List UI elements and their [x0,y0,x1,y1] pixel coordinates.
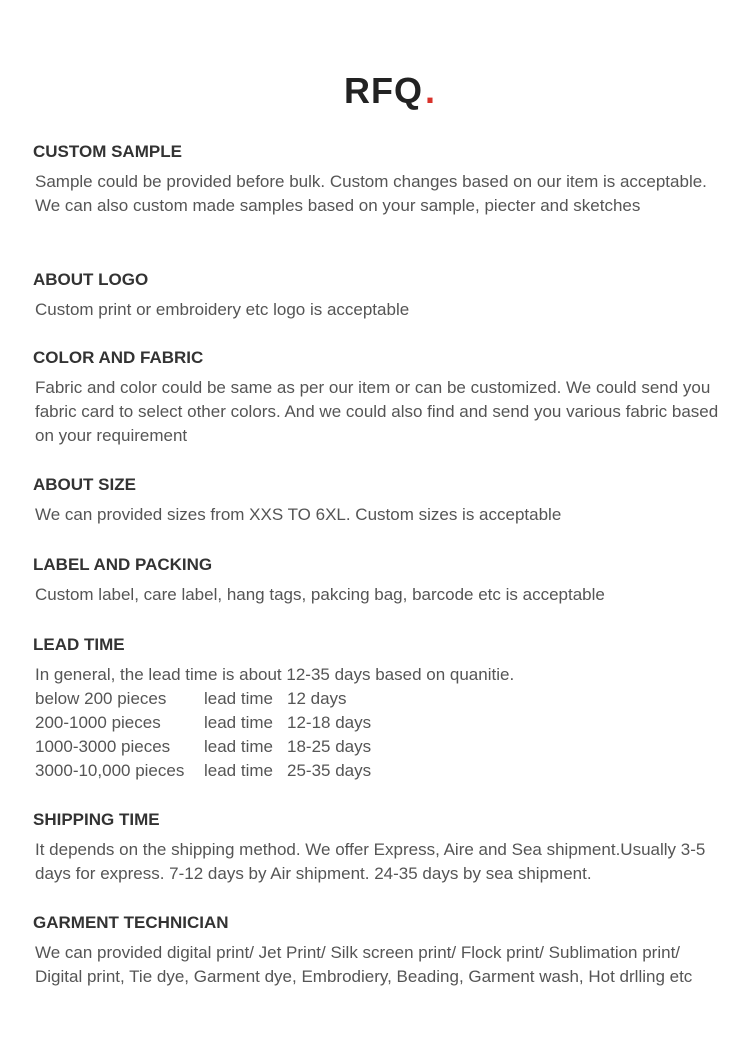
days-cell: 12 days [287,689,347,708]
section-about-logo [33,270,723,322]
section-body: We can provided digital print/ Jet Print/ Silk screen print/ Flock print/ Sublimation print/ Digital print, Tie dye, Garment dye, Embrodiery, Beading, Garment wash, Hot drlling etc [35,943,693,986]
section-heading: ABOUT LOGO [33,270,149,289]
table-row [35,735,371,759]
section-body: Sample could be provided before bulk. Custom changes based on our item is acceptable. We can also custom made samples based on your sample, piecter and sketches [35,172,707,215]
section-body: Fabric and color could be same as per our item or can be customized. We could send you fabric card to select other colors. And we could also find and send you various fabric based on your requirement [35,378,719,445]
table-row [35,687,371,711]
section-heading: LEAD TIME [33,635,125,654]
quantity-cell: below 200 pieces [35,689,167,708]
table-row [35,711,371,735]
section-body: It depends on the shipping method. We offer Express, Aire and Sea shipment.Usually 3-5 days for express. 7-12 days by Air shipment. 24-35 days by sea shipment. [35,840,706,883]
title-dot: . [424,70,436,111]
section-label-and-packing [33,555,723,607]
section-heading: LABEL AND PACKING [33,555,213,574]
days-cell: 12-18 days [287,713,372,732]
section-shipping-time [33,810,723,886]
section-garment-technician [33,913,723,989]
label-cell: lead time [204,737,273,756]
title-text: RFQ [343,70,423,111]
label-cell: lead time [204,761,273,780]
section-heading: ABOUT SIZE [33,475,136,494]
section-about-size [33,475,723,527]
label-cell: lead time [204,713,273,732]
days-cell: 18-25 days [287,737,372,756]
quantity-cell: 3000-10,000 pieces [35,761,185,780]
section-body: We can provided sizes from XXS TO 6XL. Custom sizes is acceptable [35,505,562,524]
quantity-cell: 1000-3000 pieces [35,737,171,756]
section-body: Custom print or embroidery etc logo is acceptable [35,300,410,319]
section-body: In general, the lead time is about 12-35 days based on quanitie. [35,665,515,684]
section-heading: CUSTOM SAMPLE [33,142,182,161]
section-color-and-fabric [33,348,723,448]
section-heading: GARMENT TECHNICIAN [33,913,229,932]
quantity-cell: 200-1000 pieces [35,713,161,732]
section-body: Custom label, care label, hang tags, pakcing bag, barcode etc is acceptable [35,585,605,604]
label-cell: lead time [204,689,273,708]
section-custom-sample [33,142,723,218]
table-row [35,759,371,783]
days-cell: 25-35 days [287,761,372,780]
section-lead-time [33,635,723,783]
page-title [0,70,750,112]
lead-time-table [35,687,371,783]
section-heading: SHIPPING TIME [33,810,160,829]
section-heading: COLOR AND FABRIC [33,348,204,367]
